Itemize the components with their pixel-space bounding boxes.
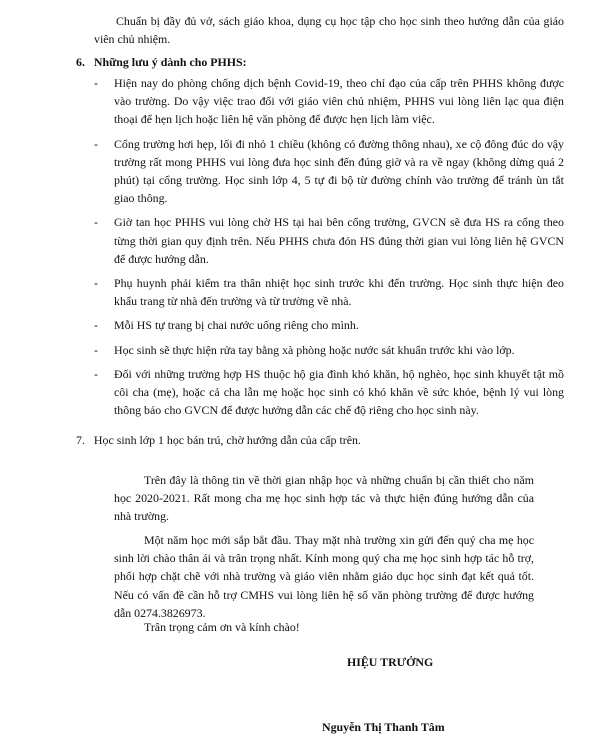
closing-paragraph-3: Trân trọng cảm ơn và kính chào! [144,620,300,634]
section-7-number: 7. [76,433,85,447]
list-item: - Hiện nay do phòng chống dịch bệnh Covid-19, theo chỉ đạo của cấp trên PHHS không được vào trường. Do vậy việc trao đổi với giáo viên chủ nhiệm, PHHS vui lòng liên lạc qua điện thoại để hẹn lịch hoặc liên hệ văn phòng để được hẹn lịch làm việc. [94,74,564,129]
section-6-heading [76,53,556,71]
list-item: - Đối với những trường hợp HS thuộc hộ gia đình khó khăn, hộ nghèo, học sinh khuyết tật mồ côi cha (mẹ), hoặc cả cha lẫn mẹ hoặc học sinh có khó khăn về sức khỏe, bệnh lý vui lòng thông báo cho GVCN để được hướng dẫn các chế độ riêng cho học sinh này. [94,365,564,420]
section-6-list [94,74,564,425]
section-6-number: 6. [76,55,85,69]
section-7-text: Học sinh lớp 1 học bán trú, chờ hướng dẫn của cấp trên. [93,433,361,447]
list-item: - Mỗi HS tự trang bị chai nước uống riêng cho mình. [94,316,564,334]
list-item: - Phụ huynh phải kiểm tra thân nhiệt học sinh trước khi đến trường. Học sinh thực hiện đeo khẩu trang từ nhà đến trường và từ trường về nhà. [94,274,564,310]
signature-name: Nguyễn Thị Thanh Tâm [322,720,445,734]
signature-role: HIỆU TRƯỞNG [347,655,434,669]
closing-paragraph-1: Trên đây là thông tin về thời gian nhập học và những chuẩn bị cần thiết cho năm học 2020-2021. Rất mong cha mẹ học sinh hợp tác và thực hiện đúng hướng dẫn của nhà trường. [114,473,534,524]
section-7 [76,431,556,449]
list-item: - Học sinh sẽ thực hiện rửa tay bằng xà phòng hoặc nước sát khuẩn trước khi vào lớp. [94,341,564,359]
list-item: - Giờ tan học PHHS vui lòng chờ HS tại hai bên cổng trường, GVCN sẽ đưa HS ra cổng theo từng thời gian quy định trên. Nếu PHHS chưa đón HS đúng thời gian vui lòng liên hệ GVCN để được hướng dẫn. [94,213,564,268]
list-item: - Cổng trường hơi hẹp, lối đi nhỏ 1 chiều (không có đường thông nhau), xe cộ đông đúc do vậy trường rất mong PHHS vui lòng đưa học sinh đến đúng giờ và ra về ngay (không dừng quá 2 phút) tại cổng trường. Học sinh lớp 4, 5 tự đi bộ từ đường chính vào trường để tránh ùn tắt giao thông. [94,135,564,208]
section-6-title: Những lưu ý dành cho PHHS: [93,55,247,69]
closing-paragraph-2: Một năm học mới sắp bắt đầu. Thay mặt nhà trường xin gửi đến quý cha mẹ học sinh lời chào thân ái và trân trọng nhất. Kính mong quý cha mẹ học sinh hợp tác hỗ trợ, phối hợp chặt chẽ với nhà trường và giáo viên nhằm giáo dục học sinh đạt kết quả tốt. Nếu có vấn đề cần hỗ trợ CMHS vui lòng liên hệ số văn phòng trường để được hướng dẫn 0274.3826973. [114,533,534,620]
intro-paragraph: Chuẩn bị đầy đủ vở, sách giáo khoa, dụng cụ học tập cho học sinh theo hướng dẫn của giáo viên chủ nhiệm. [94,14,564,47]
